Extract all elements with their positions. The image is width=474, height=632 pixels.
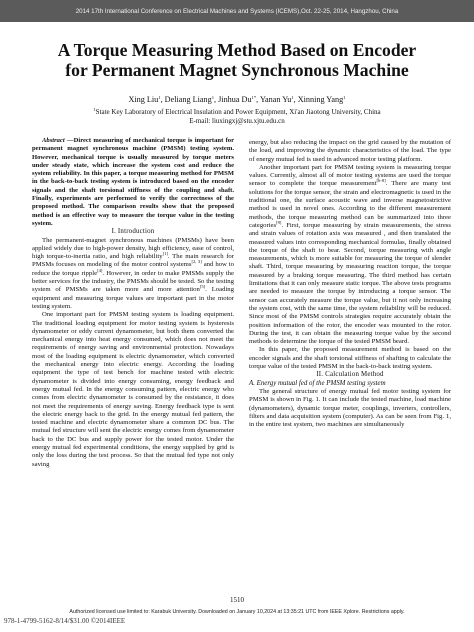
author-list xyxy=(0,95,474,104)
affiliation: $^1$State Key Laboratory of Electrical Insulation and Power Equipment, Xi'an Jiaotong University, China xyxy=(93,107,381,116)
abstract xyxy=(32,137,234,228)
right-column xyxy=(249,139,451,429)
title-line-1: A Torque Measuring Method Based on Encoder xyxy=(57,40,417,60)
paragraph: The general structure of energy mutual fed motor testing system for PMSM is shown in Fig. 1. It can include the tested machine, load machine (dynamometers), dynamic torque meter, couplings, inverters, controllers, filters and data acquisition system (computer). As can be seen from Fig. 1, in the entire test system, two machines are simultaneously xyxy=(249,387,451,429)
paragraph: The permanent-magnet synchronous machines (PMSMs) have been applied widely due to high-power density, high efficiency, ease of control, high torque-to-inertia ratio, and high reliability[1]. The main research for PMSMs focuses on modeling of the motor control systems[2, 3] and how to reduce the torque ripple[4]. However, in order to make PMSMs supply the better services for the industry, the PMSMs should be tested. So the testing system of PMSMs are taken more and more attention[5]. Loading equipment and measuring torque values are important part in the motor testing system. xyxy=(32,236,235,310)
conference-header-text: 2014 17th International Conference on Electrical Machines and Systems (ICEMS),Oct. 22-25, 2014, Hangzhou, China xyxy=(75,7,399,15)
page-number: 1510 xyxy=(230,596,244,604)
section-heading-calculation-method: II. Calculation Method xyxy=(316,371,384,379)
abstract-label: Abstract — xyxy=(42,137,74,144)
paragraph: In this paper, the proposed measurement method is based on the encoder signals and the shaft torsional stiffness of shafting to calculate the torque value of the tested PMSM in the back-to-back testing system. xyxy=(249,346,451,371)
author: Deliang Liang$^1$, xyxy=(164,95,219,104)
paragraph: One important part for PMSM testing system is loading equipment. The traditional loading equipment for motor testing system is hysteresis dynamometer or eddy current dynamometer, but both them converted the mechanical energy into heat energy consumed, which does not meet the requirements of energy saving and environmental protection. Nowadays most of the loading equipment is electric dynamometer, which converted the mechanical energy into electric energy. According the loading equipment the type of test bench for machine tested with electric dynamometer is divided into energy consuming, energy feedback and energy mutual fed. In the energy consuming pattern, electric energy who comes from electric dynamometer is consumed by the resistance, it does not meet the requirements of energy saving. Energy feedback type is sent the electric energy back to the grid. In the energy mutual fed pattern, the tested machine and electric dynamometer share a common DC bus. The mutual fed structure will sent the electric energy comes from dynamometer back to the DC bus and supply power for the tested motor. Under the energy mutual fed experimental conditions, the energy supplied by grid is only the loss during the test process. So that the mutual fed type not only saving xyxy=(32,311,234,468)
author: Xinning Yang$^1$ xyxy=(297,95,346,104)
author: Xing Liu$^1$, xyxy=(128,95,165,104)
conference-header xyxy=(0,0,474,22)
title-line-2: for Permanent Magnet Synchronous Machine xyxy=(65,60,409,80)
author: Jinhua $Du^{1*}$, xyxy=(218,95,260,104)
author: Yanan Yu$^1$, xyxy=(259,95,298,104)
paper-title xyxy=(0,40,474,80)
paragraph: energy, but also reducing the impact on the grid caused by the mutation of the load, and improving the dynamic characteristics of the load. The type of energy mutual fed is used in advanced motor testing platform. xyxy=(249,139,451,163)
abstract-text: Direct measuring of mechanical torque is important for permanent magnet synchronous machine (PMSM) testing system. However, mechanical torque is usually measured by torque meters under steady state, which increase the system cost and reduce the system reliability. In this paper, a torque measuring method for PMSM in the back-to-back testing system is introduced based on the encoder signals and the shaft torsional stiffness of the coupling and shaft. Finally, experiments are performed to verify the correctness of the proposed method. The comparison results show that the proposed method is an effective way to measure the torque value in the testing system. xyxy=(32,137,234,227)
author-email: E-mail: liuxingxj@stu.xjtu.edu.cn xyxy=(189,117,285,125)
isbn-copyright: 978-1-4799-5162-8/14/$31.00 ©2014IEEE xyxy=(4,617,126,625)
license-notice: Authorized licensed use limited to: Karabuk University. Downloaded on January 10,2024 at 13:35:21 UTC from IEEE Xplore. Restrictions apply. xyxy=(69,609,405,615)
subsection-heading: A. Energy mutual fed of the PMSM testing system xyxy=(249,379,386,387)
section-heading-introduction: I. Introduction xyxy=(111,228,155,236)
left-column xyxy=(32,137,234,469)
paragraph: Another important part for PMSM testing system is measuring torque values. Currently, almost all of motor testing systems are used the torque sensor to complete the torque measurement[6-8]. There are many test solutions for the torque sensor, the strain and electromagnetic is used in the traditional one, the surface acoustic wave and inverse magnetostrictive method is used in novel ones. According to the different measurement methods, the torque measuring method can be summarized into three categories[9]. First, torque measuring by strain measurements, the stress and strain values of rotation axis was measured , and then translated the measured values into corresponding mechanical formulas, finally obtained the torque of the shaft to bear. Second, torque measuring with angle measurements, which is more suitable for measuring the torque of slender shaft. Third, torque measuring by measuring reaction torque, the torque measured by a braking torque measuring. The third method has certain limitations that it can only measure static torque. The above tests programs are needed to measure the torque by introducing a torque sensor. The sensor can accurately measure the torque value, but it not only increasing the system cost, with the same time, the system reliability will be reduced. Since most of the PMSM controls strategies require accurately obtain the position information of the rotor, the encoder was mounted to the rotor. During the test, it can obtain the measuring torque value by the second methods to determine the torque of the tested PMSM beard. xyxy=(249,163,451,346)
